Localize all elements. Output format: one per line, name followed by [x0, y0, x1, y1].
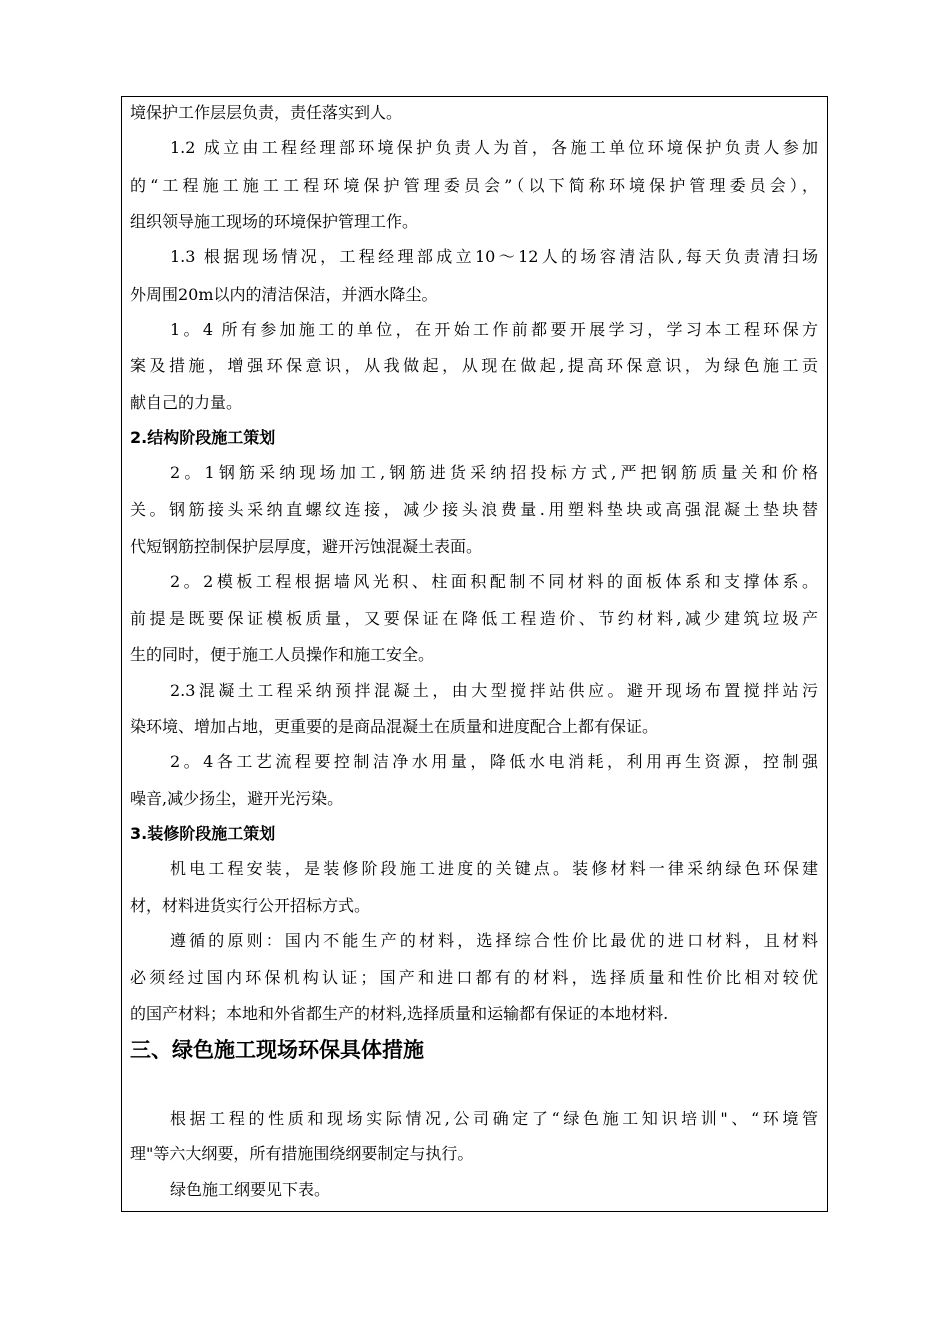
text-line: 材，材料进货实行公开招标方式。	[130, 896, 371, 915]
text-line: 1。4 所有参加施工的单位，在开始工作前都要开展学习，学习本工程环保方	[170, 320, 818, 339]
text-line: 绿色施工纲要见下表。	[170, 1180, 331, 1199]
text-line: 案及措施，增强环保意识，从我做起，从现在做起,提高环保意识，为绿色施工贡	[130, 356, 818, 375]
text-line: 根据工程的性质和现场实际情况,公司确定了“绿色施工知识培训"、“环境管	[170, 1109, 818, 1128]
text-line: 2.3混凝土工程采纳预拌混凝土，由大型搅拌站供应。避开现场布置搅拌站污	[170, 681, 818, 700]
text-line: 噪音,减少扬尘，避开光污染。	[130, 789, 344, 808]
text-line: 2。2模板工程根据墙风光积、柱面积配制不同材料的面板体系和支撑体系。	[170, 572, 818, 591]
subheading-decoration-stage: 3.装修阶段施工策划	[130, 824, 276, 843]
text-line: 1.3 根据现场情况，工程经理部成立10～12人的场容清洁队,每天负责清扫场	[170, 247, 818, 266]
text-line: 关。钢筋接头采纳直螺纹连接，减少接头浪费量.用塑料垫块或高强混凝土垫块替	[130, 500, 818, 519]
text-line: 机电工程安装，是装修阶段施工进度的关键点。装修材料一律采纳绿色环保建	[170, 859, 818, 878]
text-line: 的国产材料；本地和外省都生产的材料,选择质量和运输都有保证的本地材料.	[130, 1004, 669, 1023]
text-line: 前提是既要保证模板质量，又要保证在降低工程造价、节约材料,减少建筑垃圾产	[130, 609, 818, 628]
text-line: 染环境、增加占地，更重要的是商品混凝土在质量和进度配合上都有保证。	[130, 717, 659, 736]
text-line: 境保护工作层层负责，责任落实到人。	[130, 103, 403, 122]
text-line: 遵循的原则：国内不能生产的材料，选择综合性价比最优的进口材料，且材料	[170, 931, 818, 950]
text-line: 2。1钢筋采纳现场加工,钢筋进货采纳招投标方式,严把钢筋质量关和价格	[170, 463, 818, 482]
text-line: 2。4各工艺流程要控制洁净水用量，降低水电消耗，利用再生资源，控制强	[170, 752, 818, 771]
text-line: 1.2 成立由工程经理部环境保护负责人为首，各施工单位环境保护负责人参加	[170, 138, 818, 157]
text-line: 组织领导施工现场的环境保护管理工作。	[130, 212, 419, 231]
text-line: 理"等六大纲要，所有措施围绕纲要制定与执行。	[130, 1144, 474, 1163]
subheading-structure-stage: 2.结构阶段施工策划	[130, 428, 276, 447]
section-heading: 三、绿色施工现场环保具体措施	[130, 1038, 424, 1062]
text-line: 的“工程施工施工工程环境保护管理委员会”（以下简称环境保护管理委员会），	[130, 176, 818, 195]
text-line: 代短钢筋控制保护层厚度，避开污蚀混凝土表面。	[130, 537, 483, 556]
text-line: 生的同时，便于施工人员操作和施工安全。	[130, 645, 435, 664]
text-line: 必须经过国内环保机构认证；国产和进口都有的材料，选择质量和性价比相对较优	[130, 968, 818, 987]
text-line: 外周围20m以内的清洁保洁，并洒水降尘。	[130, 285, 438, 304]
text-line: 献自己的力量。	[130, 393, 243, 412]
